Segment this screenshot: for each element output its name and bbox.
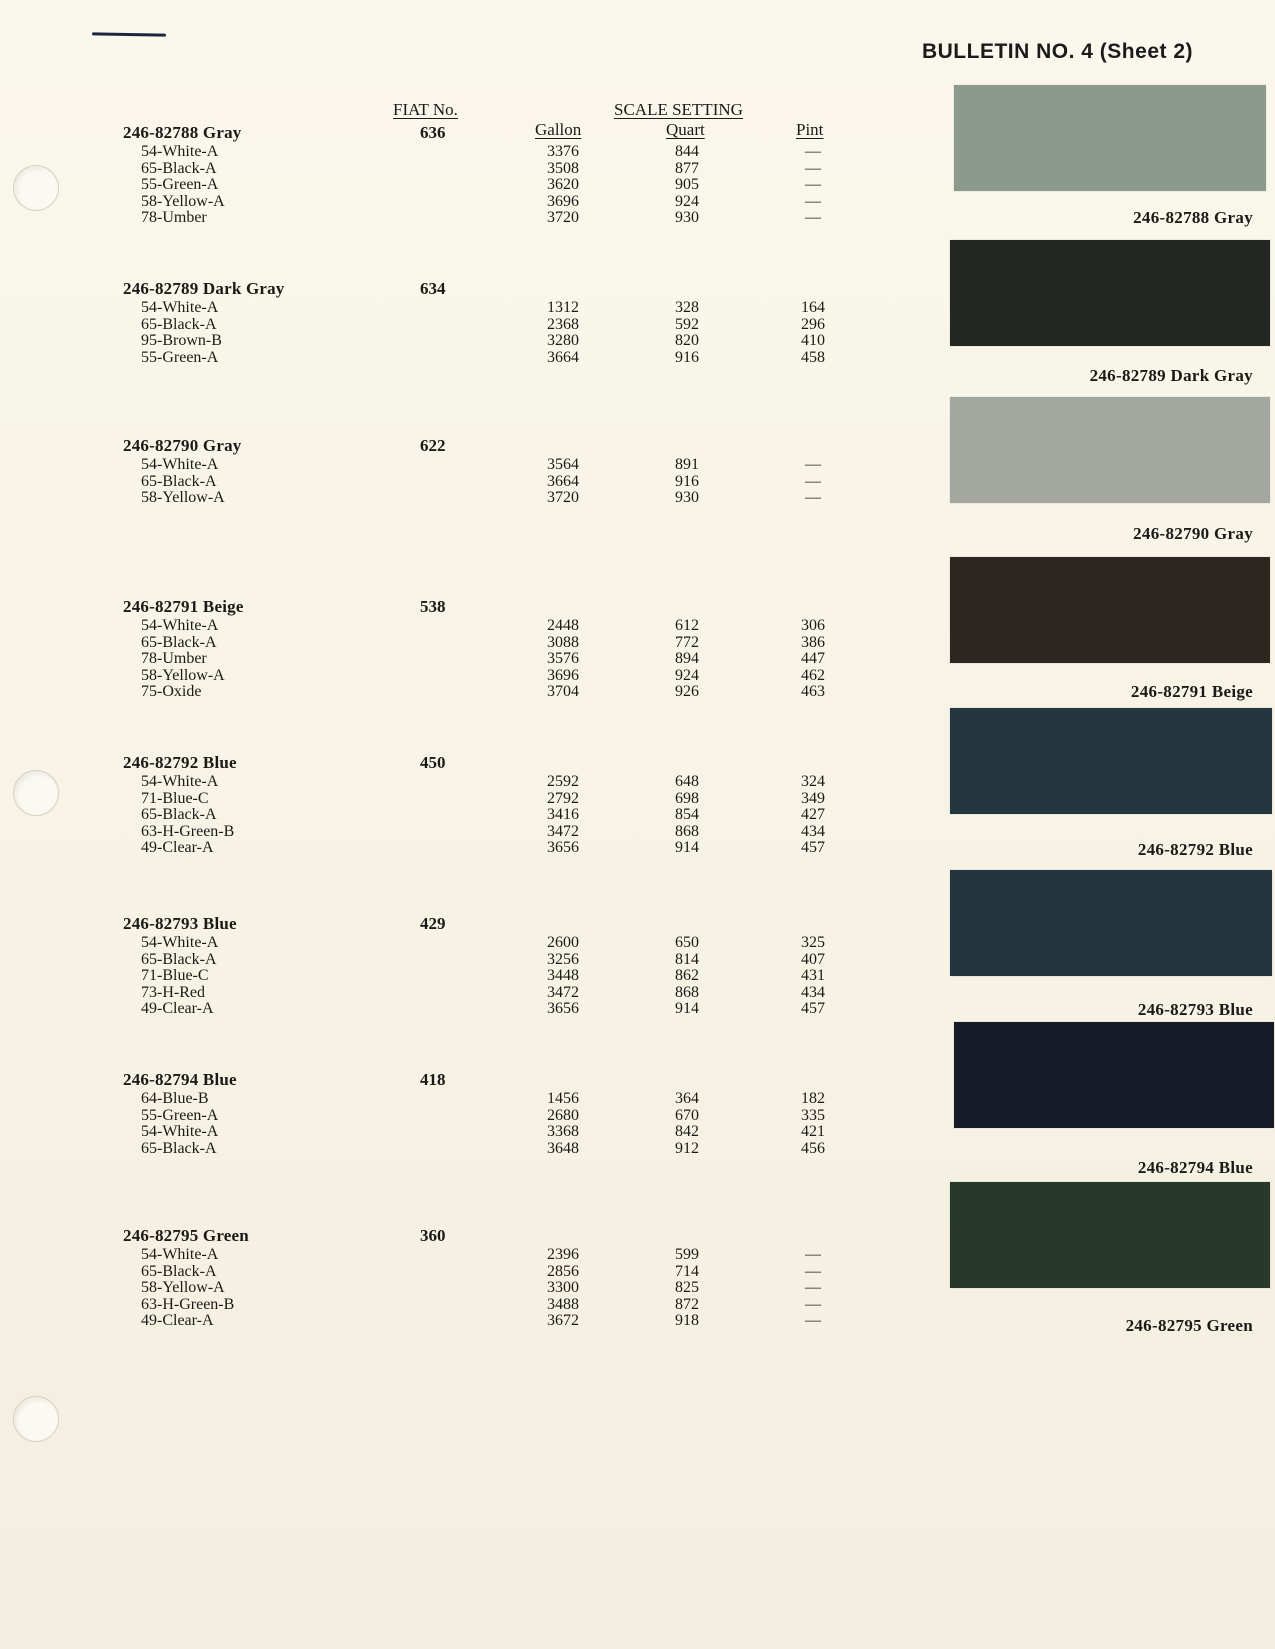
ingredient-row (0, 806, 900, 823)
formula-title: 246-82794 Blue (123, 1070, 237, 1089)
fiat-number: 450 (420, 753, 446, 772)
pint-value: — (805, 489, 821, 507)
gallon-value: 3416 (547, 806, 579, 824)
gallon-value: 3472 (547, 983, 579, 1001)
formula-title: 246-82789 Dark Gray (123, 279, 285, 298)
gallon-value: 3280 (547, 332, 579, 350)
quart-value: 924 (675, 192, 699, 210)
gallon-value: 2600 (547, 934, 579, 951)
swatch-label: 246-82795 Green (1125, 1316, 1253, 1335)
pint-value: 335 (801, 1106, 825, 1124)
ingredient-name: 54-White-A (141, 143, 219, 160)
ingredient-row (0, 617, 900, 634)
ingredient-name: 58-Yellow-A (141, 1279, 225, 1297)
color-swatch (950, 1182, 1270, 1288)
ingredient-name: 55-Green-A (141, 1106, 219, 1124)
ingredient-row (0, 1312, 900, 1329)
ingredient-row (0, 1123, 900, 1140)
swatch-label: 246-82791 Beige (1130, 682, 1253, 701)
ingredient-row (0, 299, 900, 316)
ingredient-row (0, 176, 900, 193)
quart-value: 916 (675, 472, 699, 490)
ingredient-name: 95-Brown-B (141, 332, 222, 350)
ingredient-row (0, 209, 900, 226)
quart-value: 918 (675, 1312, 699, 1330)
quart-value: 914 (675, 1000, 699, 1018)
punch-hole-bottom (13, 1396, 59, 1442)
gallon-value: 2448 (547, 617, 579, 634)
pint-value: 463 (801, 683, 825, 701)
ingredient-name: 54-White-A (141, 456, 219, 473)
fiat-number: 636 (420, 123, 446, 142)
pint-value: 349 (801, 789, 825, 807)
pint-value: 164 (801, 299, 825, 316)
gallon-value: 3368 (547, 1123, 579, 1141)
ingredient-name: 54-White-A (141, 934, 219, 951)
gallon-value: 3576 (547, 650, 579, 668)
ingredient-name: 64-Blue-B (141, 1090, 209, 1107)
fiat-number: 429 (420, 914, 446, 933)
gallon-value: 2396 (547, 1246, 579, 1263)
fiat-number-header: FIAT No. (393, 100, 458, 119)
formula-title: 246-82791 Beige (123, 597, 244, 616)
quart-value: 868 (675, 983, 699, 1001)
quart-value: 891 (675, 456, 699, 473)
color-swatch (950, 557, 1270, 663)
pint-value: 434 (801, 983, 825, 1001)
quart-value: 844 (675, 143, 699, 160)
ingredient-row (0, 1246, 900, 1263)
fiat-number: 538 (420, 597, 446, 616)
gallon-value: 3448 (547, 967, 579, 985)
color-swatch (950, 708, 1272, 814)
formula-title: 246-82793 Blue (123, 914, 237, 933)
ingredient-row (0, 1140, 900, 1157)
ingredient-row (0, 332, 900, 349)
quart-value: 772 (675, 633, 699, 651)
pen-mark (92, 32, 166, 36)
ingredient-name: 65-Black-A (141, 1262, 217, 1280)
pint-value: 462 (801, 666, 825, 684)
pint-value: — (805, 159, 821, 177)
swatch-label: 246-82788 Gray (1133, 208, 1253, 227)
quart-value: 930 (675, 209, 699, 227)
pint-value: — (805, 1295, 821, 1313)
gallon-value: 3696 (547, 666, 579, 684)
ingredient-name: 75-Oxide (141, 683, 202, 701)
ingredient-name: 65-Black-A (141, 159, 217, 177)
swatch-label: 246-82793 Blue (1137, 1000, 1253, 1019)
ingredient-name: 54-White-A (141, 1246, 219, 1263)
quart-value: 364 (675, 1090, 699, 1107)
pint-value: — (805, 1279, 821, 1297)
fiat-number: 622 (420, 436, 446, 455)
ingredient-name: 58-Yellow-A (141, 666, 225, 684)
gallon-value: 1312 (547, 299, 579, 316)
ingredient-name: 49-Clear-A (141, 839, 214, 857)
ingredient-row (0, 934, 900, 951)
ingredient-name: 58-Yellow-A (141, 489, 225, 507)
ingredient-row (0, 650, 900, 667)
pint-value: 447 (801, 650, 825, 668)
quart-value: 842 (675, 1123, 699, 1141)
color-swatch (954, 85, 1266, 191)
quart-value: 916 (675, 348, 699, 366)
quart-value: 872 (675, 1295, 699, 1313)
ingredient-row (0, 1090, 900, 1107)
quart-value: 820 (675, 332, 699, 350)
swatch-label: 246-82794 Blue (1137, 1158, 1253, 1177)
pint-value: 182 (801, 1090, 825, 1107)
quart-value: 914 (675, 839, 699, 857)
ingredient-name: 54-White-A (141, 773, 219, 790)
quart-value: 924 (675, 666, 699, 684)
gallon-value: 3488 (547, 1295, 579, 1313)
ingredient-name: 65-Black-A (141, 633, 217, 651)
quart-value: 328 (675, 299, 699, 316)
ingredient-name: 54-White-A (141, 299, 219, 316)
gallon-value: 2368 (547, 315, 579, 333)
gallon-value: 3376 (547, 143, 579, 160)
swatch-label: 246-82790 Gray (1133, 524, 1253, 543)
pint-value: — (805, 456, 821, 473)
ingredient-row (0, 349, 900, 366)
pint-value: 457 (801, 1000, 825, 1018)
gallon-value: 3656 (547, 839, 579, 857)
gallon-value: 3300 (547, 1279, 579, 1297)
pint-value: — (805, 209, 821, 227)
quart-value: 714 (675, 1262, 699, 1280)
gallon-value: 3648 (547, 1139, 579, 1157)
ingredient-row (0, 473, 900, 490)
pint-value: 410 (801, 332, 825, 350)
quart-value: 670 (675, 1106, 699, 1124)
gallon-value: 2856 (547, 1262, 579, 1280)
ingredient-name: 73-H-Red (141, 983, 205, 1001)
quart-value: 814 (675, 950, 699, 968)
swatch-label: 246-82792 Blue (1137, 840, 1253, 859)
gallon-value: 3720 (547, 209, 579, 227)
color-swatch (950, 240, 1270, 346)
ingredient-name: 49-Clear-A (141, 1000, 214, 1018)
gallon-value: 3256 (547, 950, 579, 968)
ingredient-row (0, 193, 900, 210)
gallon-value: 3704 (547, 683, 579, 701)
ingredient-row (0, 160, 900, 177)
quart-value: 599 (675, 1246, 699, 1263)
ingredient-name: 63-H-Green-B (141, 822, 235, 840)
pint-value: 427 (801, 806, 825, 824)
ingredient-row (0, 839, 900, 856)
fiat-number: 634 (420, 279, 446, 298)
pint-value: 386 (801, 633, 825, 651)
gallon-value: 3508 (547, 159, 579, 177)
quart-value: 650 (675, 934, 699, 951)
gallon-value: 3656 (547, 1000, 579, 1018)
swatch-label: 246-82789 Dark Gray (1089, 366, 1253, 385)
bulletin-title: BULLETIN NO. 4 (Sheet 2) (921, 40, 1193, 63)
quart-value: 862 (675, 967, 699, 985)
pint-value: 457 (801, 839, 825, 857)
pint-value: — (805, 1262, 821, 1280)
color-swatch (950, 397, 1270, 503)
ingredient-name: 71-Blue-C (141, 967, 209, 985)
pint-value: 324 (801, 773, 825, 790)
ingredient-name: 54-White-A (141, 1123, 219, 1141)
gallon-value: 1456 (547, 1090, 579, 1107)
gallon-value: 3672 (547, 1312, 579, 1330)
ingredient-row (0, 1107, 900, 1124)
ingredient-row (0, 967, 900, 984)
ingredient-name: 55-Green-A (141, 176, 219, 194)
gallon-value: 2680 (547, 1106, 579, 1124)
ingredient-row (0, 1000, 900, 1017)
gallon-value: 3620 (547, 176, 579, 194)
quart-value: 912 (675, 1139, 699, 1157)
color-swatch (954, 1022, 1274, 1128)
pint-value: — (805, 1312, 821, 1330)
ingredient-name: 78-Umber (141, 650, 207, 668)
fiat-number: 360 (420, 1226, 446, 1245)
pint-header: Pint (796, 120, 824, 139)
gallon-value: 2592 (547, 773, 579, 790)
ingredient-name: 54-White-A (141, 617, 219, 634)
fiat-number: 418 (420, 1070, 446, 1089)
quart-value: 877 (675, 159, 699, 177)
pint-value: — (805, 192, 821, 210)
quart-value: 868 (675, 822, 699, 840)
formula-title: 246-82792 Blue (123, 753, 237, 772)
pint-value: 421 (801, 1123, 825, 1141)
ingredient-row (0, 790, 900, 807)
quart-value: 825 (675, 1279, 699, 1297)
ingredient-row (0, 683, 900, 700)
formula-title: 246-82790 Gray (123, 436, 242, 455)
pint-value: 434 (801, 822, 825, 840)
gallon-value: 3696 (547, 192, 579, 210)
ingredient-row (0, 1296, 900, 1313)
ingredient-row (0, 667, 900, 684)
pint-value: 296 (801, 315, 825, 333)
ingredient-name: 65-Black-A (141, 472, 217, 490)
ingredient-name: 65-Black-A (141, 806, 217, 824)
pint-value: 431 (801, 967, 825, 985)
quart-value: 592 (675, 315, 699, 333)
ingredient-row (0, 773, 900, 790)
scale-setting-header: SCALE SETTING (614, 100, 743, 119)
ingredient-row (0, 634, 900, 651)
formula-title: 246-82795 Green (123, 1226, 249, 1245)
pint-value: 458 (801, 348, 825, 366)
pint-value: 456 (801, 1139, 825, 1157)
ingredient-row (0, 984, 900, 1001)
ingredient-row (0, 456, 900, 473)
gallon-value: 3664 (547, 472, 579, 490)
ingredient-row (0, 489, 900, 506)
quart-value: 905 (675, 176, 699, 194)
pint-value: — (805, 1246, 821, 1263)
quart-header: Quart (666, 120, 705, 139)
color-swatch (950, 870, 1272, 976)
ingredient-row (0, 143, 900, 160)
ingredient-name: 49-Clear-A (141, 1312, 214, 1330)
quart-value: 854 (675, 806, 699, 824)
quart-value: 648 (675, 773, 699, 790)
formula-title: 246-82788 Gray (123, 123, 242, 142)
pint-value: — (805, 472, 821, 490)
gallon-value: 3088 (547, 633, 579, 651)
ingredient-row (0, 823, 900, 840)
ingredient-row (0, 951, 900, 968)
pint-value: 325 (801, 934, 825, 951)
ingredient-name: 65-Black-A (141, 950, 217, 968)
ingredient-name: 58-Yellow-A (141, 192, 225, 210)
ingredient-name: 65-Black-A (141, 315, 217, 333)
ingredient-row (0, 1279, 900, 1296)
quart-value: 894 (675, 650, 699, 668)
quart-value: 926 (675, 683, 699, 701)
pint-value: — (805, 143, 821, 160)
gallon-value: 3720 (547, 489, 579, 507)
ingredient-name: 55-Green-A (141, 348, 219, 366)
gallon-value: 3664 (547, 348, 579, 366)
ingredient-row (0, 1263, 900, 1280)
ingredient-name: 71-Blue-C (141, 789, 209, 807)
ingredient-name: 78-Umber (141, 209, 207, 227)
gallon-header: Gallon (535, 120, 582, 139)
ingredient-name: 63-H-Green-B (141, 1295, 235, 1313)
gallon-value: 3472 (547, 822, 579, 840)
pint-value: 407 (801, 950, 825, 968)
quart-value: 698 (675, 789, 699, 807)
quart-value: 930 (675, 489, 699, 507)
pint-value: 306 (801, 617, 825, 634)
ingredient-name: 65-Black-A (141, 1139, 217, 1157)
gallon-value: 3564 (547, 456, 579, 473)
ingredient-row (0, 316, 900, 333)
pint-value: — (805, 176, 821, 194)
gallon-value: 2792 (547, 789, 579, 807)
quart-value: 612 (675, 617, 699, 634)
